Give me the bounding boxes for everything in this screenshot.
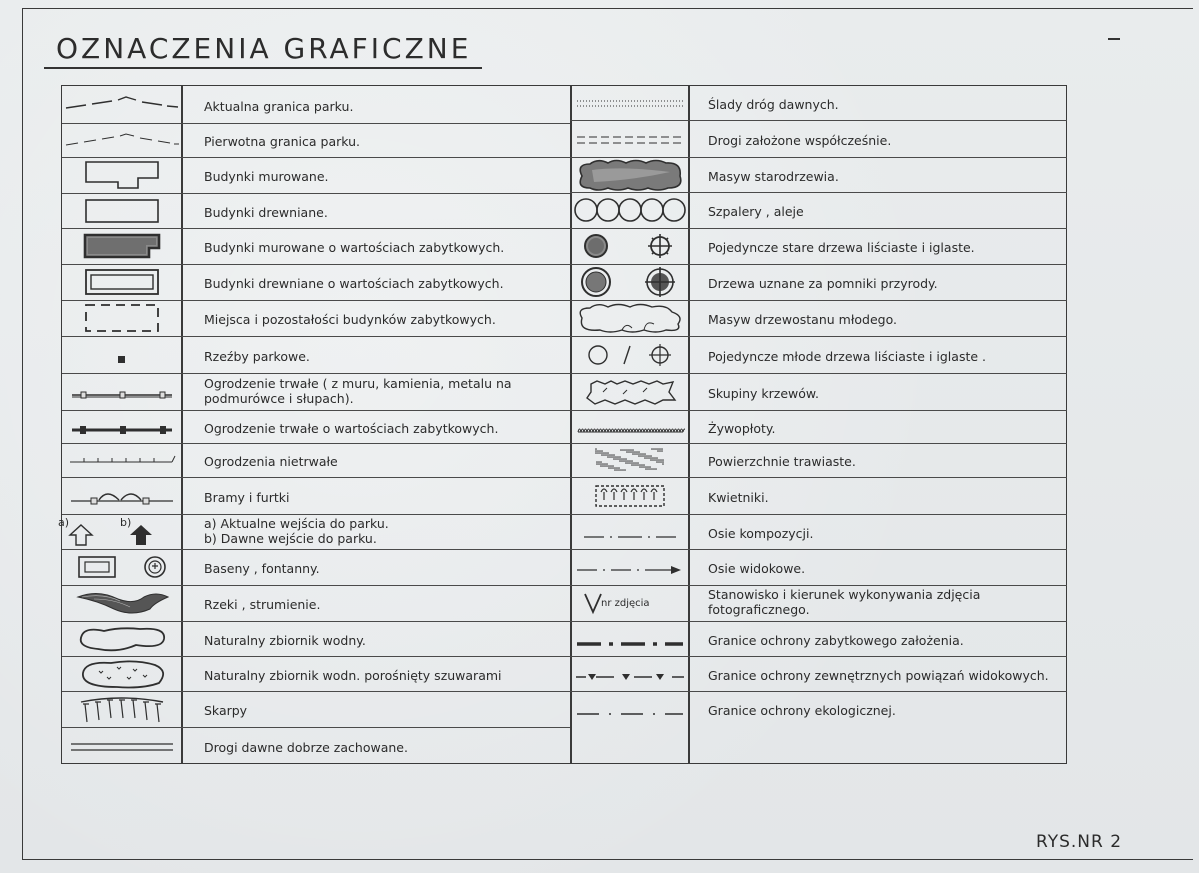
slope-icon — [77, 694, 167, 728]
photo-point-icon — [581, 590, 661, 620]
legend-label: Osie widokowe. — [708, 561, 806, 576]
young-trees-icon — [580, 342, 680, 372]
legend-label-continued: b) Dawne wejście do parku. — [204, 530, 377, 546]
legend-label: Żywopłoty. — [708, 420, 776, 436]
shrubs-icon — [583, 378, 677, 410]
entrance-tag-a: a) — [58, 516, 70, 529]
legend-label: Skupiny krzewów. — [708, 385, 819, 401]
legend-label: Budynki murowane. — [204, 169, 329, 184]
photo-number-label: nr zdjęcia — [601, 598, 650, 609]
row-divider — [62, 157, 570, 158]
legend-label: Rzeki , strumienie. — [204, 597, 321, 612]
composition-axis-icon — [582, 527, 678, 546]
legend-label: Baseny , fontanny. — [204, 561, 320, 576]
row-divider — [570, 264, 1067, 265]
title-underline — [44, 67, 482, 69]
fence-light-icon — [68, 453, 176, 472]
row-divider — [570, 691, 1067, 692]
center-divider — [570, 86, 572, 763]
legend-label: Pojedyncze stare drzewa liściaste i iglaste. — [708, 240, 975, 255]
legend-label: Pierwotna granica parku. — [204, 134, 361, 149]
pond-icon — [74, 623, 170, 659]
legend-label: Kwietniki. — [708, 489, 769, 505]
row-divider — [570, 585, 1067, 586]
legend-label: Rzeźby parkowe. — [204, 348, 310, 364]
small-square-icon — [117, 350, 127, 369]
row-divider — [62, 585, 570, 586]
row-divider — [62, 228, 570, 229]
row-divider — [62, 477, 570, 478]
row-divider — [62, 300, 570, 301]
legend-label: Drzewa uznane za pomniki przyrody. — [708, 276, 938, 291]
double-line-icon — [69, 739, 175, 758]
legend-label: Drogi założone współcześnie. — [708, 132, 892, 148]
legend-label: Ślady dróg dawnych. — [708, 97, 839, 112]
left-column-divider — [181, 86, 183, 763]
monument-trees-icon — [580, 266, 680, 302]
row-divider — [62, 443, 570, 444]
row-divider — [570, 477, 1067, 478]
hedge-icon — [575, 421, 685, 440]
legend-label-continued: podmurówce i słupach). — [204, 390, 354, 406]
row-divider — [62, 373, 570, 374]
legend-label: Naturalny zbiornik wodny. — [204, 632, 366, 648]
legend-label: Masyw starodrzewia. — [708, 168, 839, 184]
entrance-arrows-icon — [58, 515, 176, 548]
line-dash-long-icon — [64, 95, 180, 119]
legend-label: a) Aktualne wejścia do parku. — [204, 515, 389, 531]
row-divider — [62, 549, 570, 550]
right-column-divider — [688, 86, 690, 763]
pool-fountain-icon — [77, 554, 167, 584]
legend-label: Naturalny zbiornik wodn. porośnięty szuwarami — [204, 667, 502, 683]
view-boundary-icon — [574, 668, 686, 687]
legend-label: Stanowisko i kierunek wykonywania zdjęcia — [708, 587, 981, 602]
view-axis-icon — [575, 561, 685, 580]
row-divider — [570, 621, 1067, 622]
row-divider — [570, 228, 1067, 229]
row-divider — [62, 410, 570, 411]
legend-label: Drogi dawne dobrze zachowane. — [204, 740, 408, 755]
legend-label: Budynki murowane o wartościach zabytkowych. — [204, 240, 505, 255]
legend-label: Granice ochrony zabytkowego założenia. — [708, 632, 964, 648]
old-tree-mass-icon — [574, 158, 686, 196]
row-divider — [570, 656, 1067, 657]
former-entrance-arrow-icon — [128, 523, 154, 547]
heritage-boundary-icon — [575, 634, 685, 653]
legend-label: Miejsca i pozostałości budynków zabytkowych. — [204, 312, 496, 327]
dotted-lines-icon — [575, 96, 685, 115]
entrance-tag-b: b) — [120, 516, 132, 529]
legend-label: Ogrodzenia nietrwałe — [204, 454, 338, 469]
single-old-trees-icon — [580, 232, 680, 264]
figure-number: RYS.NR 2 — [1036, 832, 1123, 852]
legend-table — [58, 85, 1067, 764]
legend-label: Szpalery , aleje — [708, 204, 804, 219]
legend-label-continued: fotograficznego. — [708, 602, 810, 617]
legend-label: Granice ochrony zewnętrznych powiązań widokowych. — [708, 667, 1049, 683]
rectangle-outline-icon — [84, 198, 160, 228]
building-hatched-icon — [82, 232, 162, 264]
line-dash-light-icon — [64, 130, 180, 154]
river-icon — [74, 587, 170, 623]
current-entrance-arrow-icon — [68, 523, 94, 547]
legend-label: Ogrodzenie trwałe ( z muru, kamienia, metalu na — [204, 375, 512, 391]
tree-row-icon — [574, 197, 686, 227]
young-tree-mass-icon — [574, 302, 686, 338]
row-divider — [570, 549, 1067, 550]
fence-posts-icon — [70, 386, 174, 405]
eco-boundary-icon — [575, 704, 685, 723]
pond-reeds-icon — [77, 657, 167, 695]
legend-label: Pojedyncze młode drzewa liściaste i iglaste . — [708, 348, 986, 364]
gate-icon — [69, 486, 175, 510]
dashed-rectangle-icon — [84, 303, 160, 337]
row-divider — [62, 264, 570, 265]
legend-label: Bramy i furtki — [204, 489, 290, 505]
row-divider — [570, 120, 1067, 121]
row-divider — [62, 123, 570, 124]
legend-label: Osie kompozycji. — [708, 525, 814, 541]
building-outline-icon — [84, 160, 160, 194]
legend-label: Budynki drewniane. — [204, 204, 328, 220]
legend-label: Ogrodzenie trwałe o wartościach zabytkowych. — [204, 420, 499, 436]
legend-label: Budynki drewniane o wartościach zabytkowych. — [204, 276, 504, 291]
legend-label: Masyw drzewostanu młodego. — [708, 312, 897, 327]
lawn-icon — [594, 447, 666, 477]
double-rectangle-icon — [84, 268, 160, 300]
row-divider — [570, 373, 1067, 374]
fence-heavy-icon — [70, 421, 174, 440]
corner-mark — [1108, 38, 1120, 40]
legend-label: Granice ochrony ekologicznej. — [708, 703, 896, 718]
legend-label: Skarpy — [204, 703, 248, 718]
flowerbed-icon — [594, 482, 666, 514]
page-title: OZNACZENIA GRAFICZNE — [56, 32, 472, 65]
legend-label: Powierzchnie trawiaste. — [708, 454, 856, 469]
legend-label: Aktualna granica parku. — [204, 98, 354, 114]
row-divider — [570, 443, 1067, 444]
row-divider — [570, 410, 1067, 411]
row-divider — [570, 514, 1067, 515]
dashed-lines-icon — [575, 132, 685, 151]
